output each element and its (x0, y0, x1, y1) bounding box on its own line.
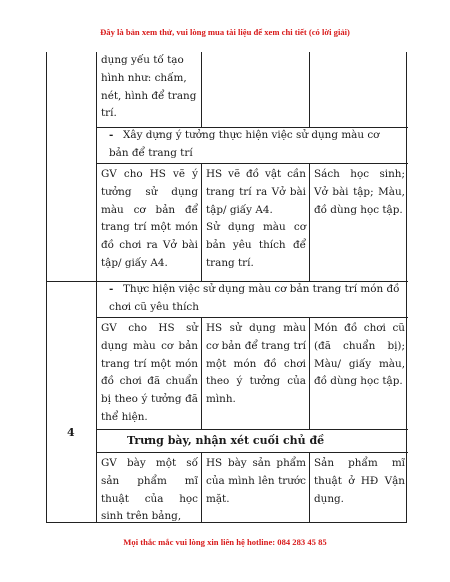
section-heading: Trưng bày, nhận xét cuối chủ đề (127, 434, 325, 447)
cell-text: HS sử dụng màu cơ bản để trang trí một món đồ chơi theo ý tưởng của mình. (206, 322, 306, 406)
cell-text: HS bày sản phẩm của mình lên trước mặt. (206, 457, 306, 505)
step-number: 4 (67, 426, 75, 439)
materials-cell (310, 318, 408, 391)
cell-text: GV bày một số sản phẩm mĩ thuật của học sinh trên bảng, (101, 457, 198, 523)
lesson-plan-table (46, 52, 407, 523)
column-divider (201, 52, 202, 128)
dash-marker: - (109, 283, 114, 295)
cell-text: GV cho HS sử dụng màu cơ bản trang trí một món đồ chơi đã chuẩn bị theo ý tưởng đã thể hiện. (101, 322, 198, 423)
teacher-activity-cell (97, 453, 201, 526)
bullet-text: Xây dựng ý tưởng thực hiện việc sử dụng màu cơ bản để trang trí (109, 129, 380, 159)
cell-text: Sản phẩm mĩ thuật ở HĐ Vận dụng. (314, 457, 405, 505)
materials-cell (310, 164, 408, 219)
student-activity-cell (202, 164, 309, 273)
cell-text: Món đồ chơi cũ (đã chuẩn bị); Màu/ giấy màu, đồ dùng học tập. (314, 322, 405, 388)
cell-text: GV cho HS vẽ ý tưởng sử dụng màu cơ bản để trang trí một món đồ chơi ra Vở bài tập/ giấy A4. (101, 168, 198, 269)
preview-notice-banner: Đây là bản xem thử, vui lòng mua tài liệu để xem chi tiết (có lời giải) (100, 27, 350, 37)
cell-text: HS vẽ đồ vật cần trang trí ra Vở bài tập/ giấy A4. (206, 168, 306, 216)
cell-text: dụng yếu tố tạo hình như: chấm, nét, hình để trang trí. (101, 54, 197, 120)
activity-bullet (109, 127, 404, 162)
hotline-banner: Mọi thắc mắc vui lòng xin liên hệ hotline: 084 283 45 85 (123, 537, 327, 547)
continued-teacher-cell (97, 52, 201, 123)
activity-bullet (109, 281, 404, 316)
row-divider (96, 429, 408, 430)
cell-text: Sử dụng màu cơ bản yêu thích để trang trí. (206, 221, 306, 269)
dash-marker: - (109, 129, 114, 141)
student-activity-cell (202, 453, 309, 508)
teacher-activity-cell (97, 164, 201, 273)
materials-cell (310, 453, 408, 508)
teacher-activity-cell (97, 318, 201, 427)
column-divider (309, 52, 310, 128)
bullet-text: Thực hiện việc sử dụng màu cơ bản trang trí món đồ chơi cũ yêu thích (109, 283, 400, 313)
student-activity-cell (202, 318, 309, 409)
cell-text: Sách học sinh; Vở bài tập; Màu, đồ dùng học tập. (314, 168, 405, 216)
